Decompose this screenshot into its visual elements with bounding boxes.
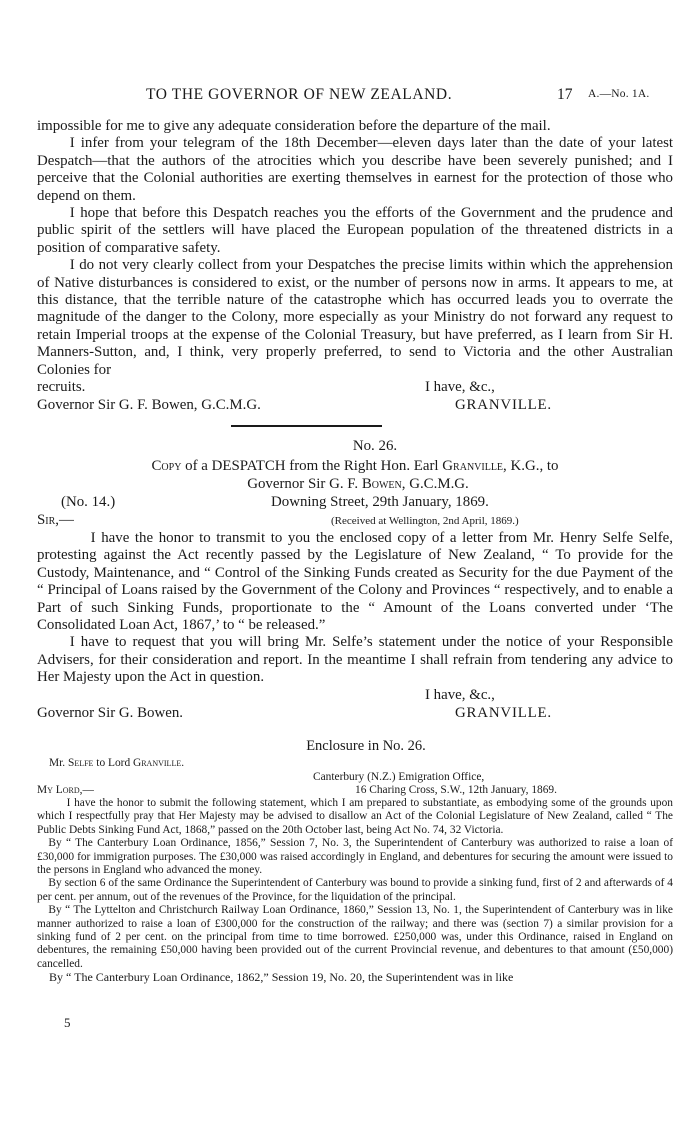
salutation: Sir,— — [37, 512, 74, 528]
page-header — [0, 86, 700, 108]
signature-row — [37, 705, 673, 723]
addressee: Governor Sir G. F. Bowen, G.C.M.G. — [37, 397, 261, 414]
despatch-meta-row — [37, 494, 673, 512]
signature: GRANVILLE. — [455, 397, 552, 414]
address-date: 16 Charing Cross, S.W., 12th January, 1869. — [355, 784, 557, 796]
page-number: 17 — [557, 86, 573, 103]
paragraph: I have the honor to submit the following statement, which I am prepared to substantiate, as embodying some of the grounds upon which I respectfully pray that Her Majesty may be advised to disallow an Act of the Colonial Legislature of New Zealand, called “ The Public Debts Sinking Fund Act, 1868,” passed on the 20th October last, being Act No. 74, 32 Victoria. — [37, 797, 673, 836]
place-date: Downing Street, 29th January, 1869. — [271, 494, 489, 510]
despatch-heading-2: Governor Sir G. F. Bowen, G.C.M.G. — [247, 476, 469, 492]
signature-mark: 5 — [64, 1015, 71, 1030]
enclosure — [37, 738, 673, 985]
despatch-heading: Copy of a DESPATCH from the Right Hon. Earl Granville, K.G., to — [151, 458, 559, 474]
enclosure-subtitle: Mr. Selfe to Lord Granville. — [49, 757, 185, 769]
paragraph: I have the honor to transmit to you the enclosed copy of a letter from Mr. Henry Selfe Selfe, protesting against the Act recently passed by the Legislature of New Zealand, “ To provide for the Custody, Maintenance, and “ Control of the Sinking Funds created as Security for the due Payment of the “ Principal of Loans raised by the Government of the Colony and Provinces “ respectively, and to enable a Part of such Sinking Funds, proportionate to the “ Amount of the Loans converted under ‘The Consolidated Loan Act, 1867,’ to “ be released.” — [37, 530, 673, 634]
paragraph: impossible for me to give any adequate consideration before the departure of the mail. — [37, 118, 551, 134]
paragraph: By section 6 of the same Ordinance the Superintendent of Canterbury was bound to provide a sinking fund, first of 2 and afterwards of 4 per cent. per annum, out of the revenues of the Province, for the liquidation of the principal. — [37, 877, 673, 903]
salutation-row — [37, 784, 673, 797]
signature-row — [37, 397, 673, 415]
enclosure-title: Enclosure in No. 26. — [306, 738, 426, 754]
paragraph: I hope that before this Despatch reaches you the efforts of the Government and the prudence and public spirit of the settlers will have placed the European population of the threatened districts in a position of comparative safety. — [37, 205, 673, 256]
closing-row — [37, 687, 673, 705]
addressee: Governor Sir G. Bowen. — [37, 704, 183, 721]
paragraph: By “ The Canterbury Loan Ordinance, 1856,” Session 7, No. 3, the Superintendent of Canterbury was authorized to raise a loan of £30,000 for immigration purposes. The £30,000 was raised accordingly in England, and debentures for securing the amount were issued to the persons in England who advanced the money. — [37, 837, 673, 877]
section-divider — [231, 425, 382, 427]
salutation-row — [37, 512, 673, 530]
office-line: Canterbury (N.Z.) Emigration Office, — [313, 771, 485, 783]
paragraph: I infer from your telegram of the 18th December—eleven days later than the date of your latest Despatch—that the authors of the atrocities which you describe have been severely punished; and I perceive that the Colonial authorities are exerting themselves in earnest for the protection of those who depend on them. — [37, 135, 673, 204]
closing-formula: I have, &c., — [425, 379, 495, 396]
running-title: TO THE GOVERNOR OF NEW ZEALAND. — [146, 86, 453, 103]
paragraph: By “ The Canterbury Loan Ordinance, 1862,” Session 19, No. 20, the Superintendent was in like — [49, 970, 514, 985]
paragraph: I have to request that you will bring Mr. Selfe’s statement under the notice of your Responsible Advisers, for their consideration and report. In the meantime I shall refrain from tendering any advice to Her Majesty upon the Act in question. — [37, 634, 673, 686]
document-reference: A.—No. 1A. — [588, 88, 650, 100]
despatch-no-26 — [37, 438, 673, 723]
despatch-number: No. 26. — [352, 438, 398, 454]
signature: GRANVILLE. — [455, 704, 552, 721]
received-note: (Received at Wellington, 2nd April, 1869.) — [331, 515, 519, 527]
closing-row — [37, 379, 673, 397]
closing-formula: I have, &c., — [425, 686, 495, 703]
paragraph: I do not very clearly collect from your Despatches the precise limits within which the apprehension of Native disturbances is considered to exist, or the number of persons now in arms. It appears to me, at this distance, that the terrible nature of the catastrophe which has occurred leads you to overrate the magnitude of the danger to the Colony, more especially as your Ministry do not forward any request to retain Imperial troops at the expense of the Colonial Treasury, but have preferred, as I learn from Sir H. Manners-Sutton, and, I think, very properly preferred, to send to Victoria and the other Australian Colonies for — [37, 257, 673, 378]
paragraph: By “ The Lyttelton and Christchurch Railway Loan Ordinance, 1860,” Session 13, No. 1, the Superintendent of Canterbury was in like manner authorized to raise a loan of £300,000 for the construction of the railway; and there was (section 7) a similar provision for a sinking fund of 2 per cent. on the principal from time to time borrowed. £250,000 was, under this Ordinance, raised in England on debentures, the remaining £50,000 having been provided out of the current Provincial revenue, and debentures to that amount (£50,000) cancelled. — [37, 904, 673, 970]
paragraph-end: recruits. — [37, 379, 86, 396]
despatch-serial: (No. 14.) — [61, 494, 116, 510]
salutation: My Lord,— — [37, 784, 94, 796]
despatch-continuation — [37, 118, 673, 415]
